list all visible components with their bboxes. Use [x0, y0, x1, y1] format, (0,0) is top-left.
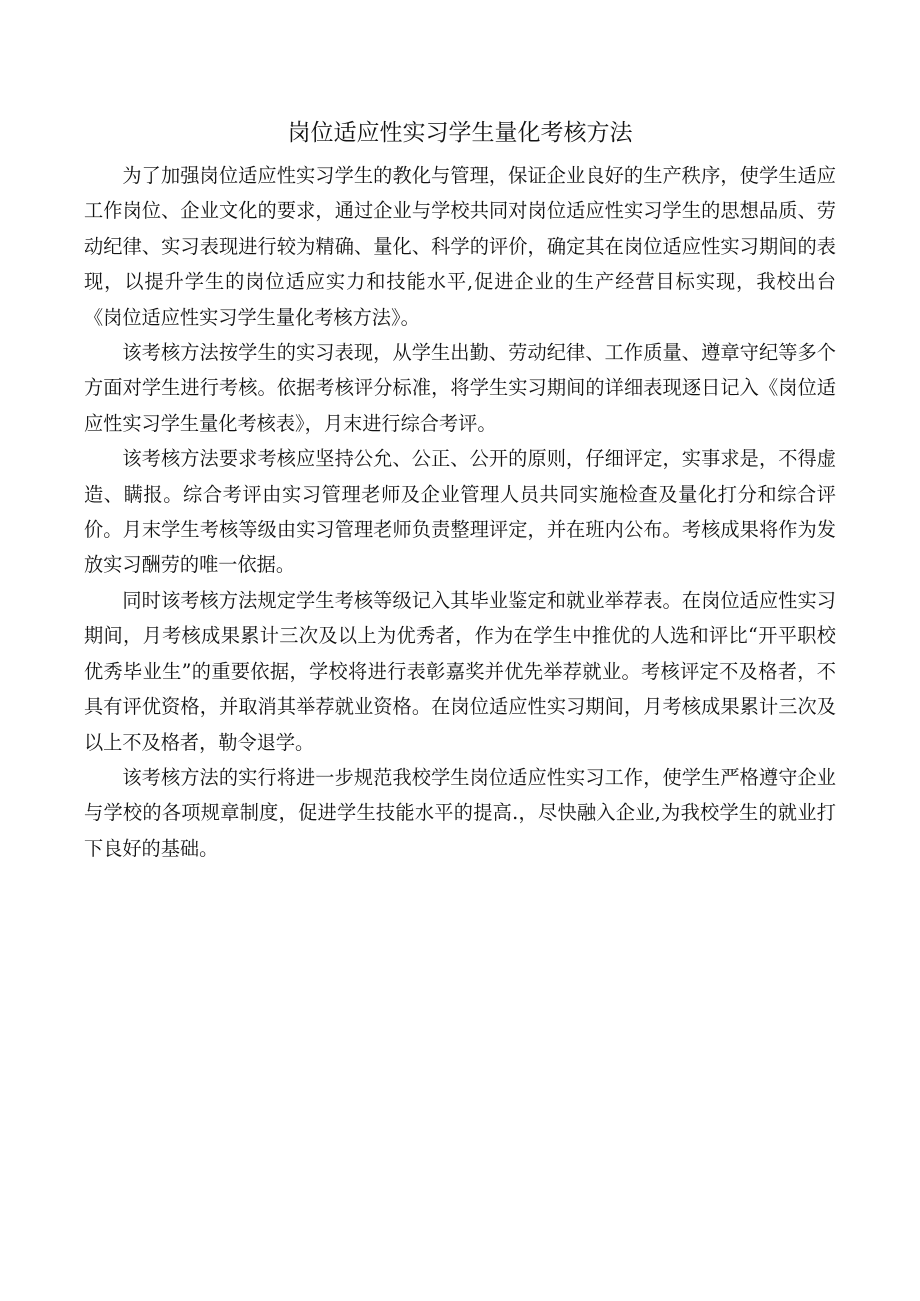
document-body [84, 158, 836, 866]
paragraph-assessment-scope: 该考核方法按学生的实习表现，从学生出勤、劳动纪律、工作质量、遵章守纪等多个方面对学生进行考核。依据考核评分标准，将学生实习期间的详细表现逐日记入《岗位适应性实习学生量化考核表》，月末进行综合考评。 [84, 341, 836, 435]
paragraph-results-usage: 同时该考核方法规定学生考核等级记入其毕业鉴定和就业举荐表。在岗位适应性实习期间，月考核成果累计三次及以上为优秀者，作为在学生中推优的人选和评比“开平职校优秀毕业生”的重要依据，学校将进行表彰嘉奖并优先举荐就业。考核评定不及格者，不具有评优资格，并取消其举荐就业资格。在岗位适应性实习期间，月考核成果累计三次及以上不及格者，勒令退学。 [84, 588, 836, 754]
paragraph-conclusion: 该考核方法的实行将进一步规范我校学生岗位适应性实习工作，使学生严格遵守企业与学校的各项规章制度，促进学生技能水平的提高.，尽快融入企业,为我校学生的就业打下良好的基础。 [84, 765, 836, 860]
paragraph-intro: 为了加强岗位适应性实习学生的教化与管理，保证企业良好的生产秩序，使学生适应工作岗位、企业文化的要求，通过企业与学校共同对岗位适应性实习学生的思想品质、劳动纪律、实习表现进行较为精确、量化、科学的评价，确定其在岗位适应性实习期间的表现，以提升学生的岗位适应实力和技能水平,促进企业的生产经营目标实现，我校出台《岗位适应性实习学生量化考核方法》。 [84, 164, 836, 329]
paragraph-assessment-principles: 该考核方法要求考核应坚持公允、公正、公开的原则，仔细评定，实事求是，不得虚造、瞒报。综合考评由实习管理老师及企业管理人员共同实施检查及量化打分和综合评价。月末学生考核等级由实习管理老师负责整理评定，并在班内公布。考核成果将作为发放实习酬劳的唯一依据。 [84, 447, 836, 577]
document-title: 岗位适应性实习学生量化考核方法 [287, 120, 633, 146]
